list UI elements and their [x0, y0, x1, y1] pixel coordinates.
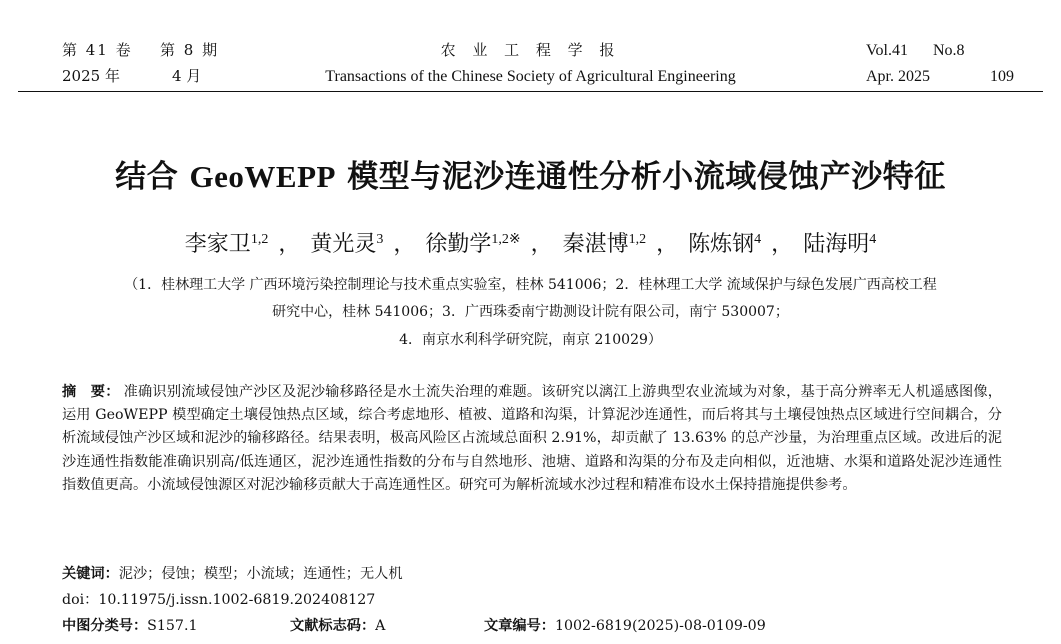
author-affiliation-marker: 4: [869, 232, 877, 247]
article-number-label: 文章编号：: [484, 618, 555, 634]
article-number-value: 1002-6819(2025)-08-0109-09: [554, 618, 766, 634]
author-4: [563, 232, 647, 257]
author-name: 陆海明: [803, 232, 870, 257]
keywords-text: 泥沙；侵蚀；模型；小流域；连通性；无人机: [118, 566, 403, 582]
document-code-value: A: [375, 618, 386, 634]
journal-name-en: Transactions of the Chinese Society of Agricultural Engineering: [325, 68, 736, 85]
author-affiliation-marker: 4: [754, 232, 762, 247]
author-separator: ，: [393, 232, 416, 257]
author-affiliation-marker: 1,2: [628, 232, 647, 247]
page-number: 109: [990, 68, 1014, 85]
author-name: 李家卫: [184, 232, 251, 257]
document-code-label: 文献标志码：: [290, 618, 376, 634]
affiliation-line-3: 4．南京水利科学研究院，南京 210029）: [399, 332, 662, 348]
issue-cn: 第 8 期: [160, 41, 220, 59]
author-name: 秦湛博: [562, 232, 629, 257]
paper-title: [0, 155, 1061, 199]
publication-date-en: Apr. 2025: [866, 68, 930, 85]
author-affiliation-marker: 1,2: [250, 232, 269, 247]
author-2: [310, 232, 383, 257]
document-code: [290, 615, 385, 637]
affiliation-line-1: （1．桂林理工大学 广西环境污染控制理论与技术重点实验室，桂林 541006；2．桂林理工大学 流域保护与绿色发展广西高校工程: [124, 277, 937, 293]
author-list: [0, 227, 1061, 263]
abstract-text: 准确识别流域侵蚀产沙区及泥沙输移路径是水土流失治理的难题。该研究以漓江上游典型农业流域为对象，基于高分辨率无人机遥感图像，运用 GeoWEPP 模型确定土壤侵蚀热点区域，综合考虑地形、植被、道路和沟渠，计算泥沙连通性，而后将其与土壤侵蚀热点区域进行空间耦合，分析流域侵蚀产沙区域和泥沙的输移路径。结果表明，极高风险区占流域总面积 2.91%，却贡献了 13.63% 的总产沙量，为治理重点区域。改进后的泥沙连通性指数能准确识别高/低连通区，泥沙连通性指数的分布与自然地形、池塘、道路和沟渠的分布及走向相似，近池塘、水渠和道路处泥沙连通性指数值更高。小流域侵蚀源区对泥沙输移贡献大于高连通性区。研究可为解析流域水沙过程和精准布设水土保持措施提供参考。: [62, 384, 1002, 493]
author-3: [425, 232, 520, 257]
author-name: 黄光灵: [310, 232, 377, 257]
year-cn: 2025 年: [62, 67, 120, 85]
author-5: [688, 232, 761, 257]
volume-cn: 第 41 卷: [62, 41, 133, 59]
title-part-1: 结合: [115, 159, 190, 195]
author-name: 徐勤学: [425, 232, 492, 257]
affiliation-line-2: 研究中心，桂林 541006；3．广西珠委南宁勘测设计院有限公司，南宁 530007；: [272, 304, 789, 320]
clc-label: 中图分类号：: [62, 618, 148, 634]
issue-en: No.8: [933, 42, 965, 59]
author-affiliation-marker: 1,2※: [491, 232, 521, 247]
keywords: [62, 563, 403, 585]
author-separator: ，: [771, 232, 794, 257]
article-number: [484, 615, 766, 637]
author-separator: ，: [278, 232, 301, 257]
classification-line: [62, 615, 197, 637]
header-rule: [18, 91, 1043, 92]
title-latin: GeoWEPP: [189, 159, 336, 194]
title-part-2: 模型与泥沙连通性分析小流域侵蚀产沙特征: [335, 159, 946, 195]
journal-name-cn: 农 业 工 程 学 报: [440, 41, 621, 59]
abstract: [62, 381, 1002, 497]
author-name: 陈炼钢: [688, 232, 755, 257]
doi-label: doi：: [62, 592, 99, 608]
author-separator: ，: [656, 232, 679, 257]
volume-en: Vol.41: [866, 42, 908, 59]
author-affiliation-marker: 3: [376, 232, 384, 247]
author-separator: ，: [530, 232, 553, 257]
abstract-label: 摘 要：: [62, 384, 120, 400]
author-1: [185, 232, 269, 257]
clc-value: S157.1: [147, 618, 198, 634]
month-cn: 4 月: [172, 67, 202, 85]
keywords-label: 关键词：: [62, 566, 119, 582]
doi-link[interactable]: 10.11975/j.issn.1002-6819.202408127: [98, 592, 376, 608]
author-6: [803, 232, 876, 257]
doi: [62, 589, 375, 611]
